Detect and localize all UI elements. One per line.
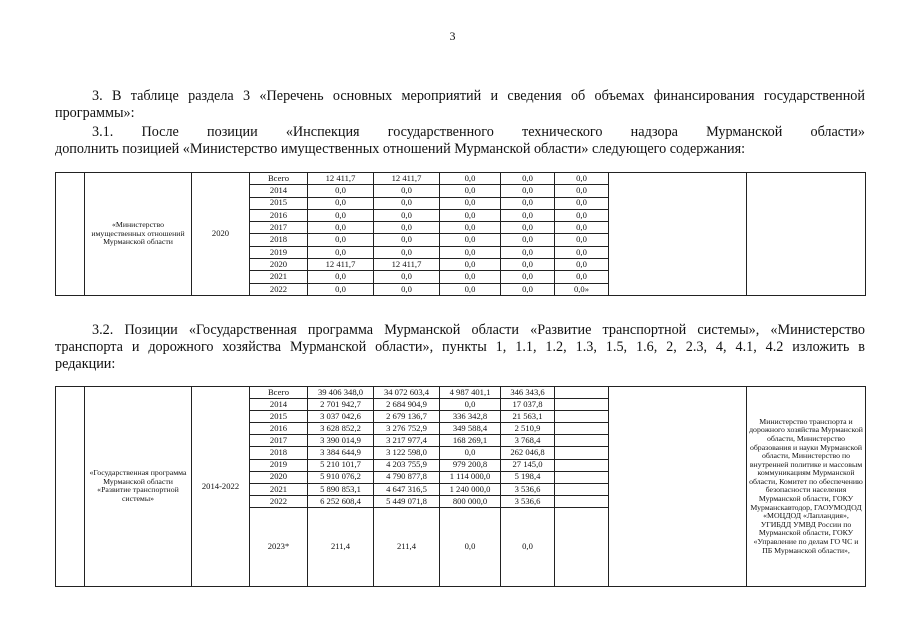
- cell-c3: 349 588,4: [440, 423, 501, 435]
- cell-c3: 336 342,8: [440, 411, 501, 423]
- result-cell: [609, 387, 747, 587]
- cell-year: 2014: [250, 399, 308, 411]
- cell-c2: 3 122 598,0: [374, 447, 440, 459]
- cell-c3: 0,0: [440, 222, 501, 234]
- cell-year: 2017: [250, 435, 308, 447]
- cell-c3: 0,0: [440, 185, 501, 197]
- cell-c4: 0,0: [501, 197, 555, 209]
- cell-empty: [555, 507, 609, 586]
- cell-c5: 0,0: [555, 197, 609, 209]
- cell-c1: 12 411,7: [308, 173, 374, 185]
- cell-c2: 4 203 755,9: [374, 459, 440, 471]
- cell-c4: 0,0: [501, 185, 555, 197]
- cell-year: 2018: [250, 447, 308, 459]
- cell-c2: 5 449 071,8: [374, 495, 440, 507]
- cell-empty: [555, 447, 609, 459]
- cell-year: 2022: [250, 495, 308, 507]
- cell-c3: 168 269,1: [440, 435, 501, 447]
- cell-c1: 3 384 644,9: [308, 447, 374, 459]
- cell-c3: 0,0: [440, 246, 501, 258]
- cell-c2: 0,0: [374, 246, 440, 258]
- item-name-cell: «Министерство имущественных отношений Мурманской области: [85, 173, 192, 296]
- cell-c1: 5 910 076,2: [308, 471, 374, 483]
- cell-c2: 0,0: [374, 185, 440, 197]
- cell-c2: 3 276 752,9: [374, 423, 440, 435]
- cell-year: 2017: [250, 222, 308, 234]
- cell-c3: 4 987 401,1: [440, 387, 501, 399]
- cell-c1: 3 037 042,6: [308, 411, 374, 423]
- cell-year: 2021: [250, 271, 308, 283]
- cell-year: 2023*: [250, 507, 308, 586]
- cell-c4: 2 510,9: [501, 423, 555, 435]
- cell-year: 2019: [250, 246, 308, 258]
- cell-c3: 0,0: [440, 197, 501, 209]
- cell-c2: 0,0: [374, 209, 440, 221]
- cell-c4: 21 563,1: [501, 411, 555, 423]
- cell-c2: 0,0: [374, 222, 440, 234]
- cell-c4: 0,0: [501, 507, 555, 586]
- cell-c3: 0,0: [440, 173, 501, 185]
- cell-year: 2018: [250, 234, 308, 246]
- paragraph-3-2-line1: 3.2. Позиции «Государственная программа Мурманской области «Развитие транспортной системы», «Министерство: [92, 322, 865, 338]
- cell-empty: [555, 399, 609, 411]
- cell-c4: 0,0: [501, 246, 555, 258]
- table1-body: [56, 173, 866, 296]
- cell-c2: 0,0: [374, 283, 440, 295]
- cell-c3: 0,0: [440, 447, 501, 459]
- cell-c4: 0,0: [501, 283, 555, 295]
- cell-c1: 0,0: [308, 209, 374, 221]
- cell-c3: 0,0: [440, 399, 501, 411]
- cell-c3: 1 240 000,0: [440, 483, 501, 495]
- cell-c4: 0,0: [501, 259, 555, 271]
- cell-c2: 0,0: [374, 271, 440, 283]
- cell-c1: 39 406 348,0: [308, 387, 374, 399]
- table-ministry-property: [55, 172, 866, 296]
- cell-c3: 0,0: [440, 507, 501, 586]
- cell-c1: 0,0: [308, 222, 374, 234]
- cell-c4: 0,0: [501, 222, 555, 234]
- cell-c1: 3 390 014,9: [308, 435, 374, 447]
- cell-year: Всего: [250, 173, 308, 185]
- item-name-cell: «Государственная программа Мурманской области «Развитие транспортной системы»: [85, 387, 192, 587]
- cell-year: 2015: [250, 411, 308, 423]
- cell-c2: 34 072 603,4: [374, 387, 440, 399]
- cell-c3: 0,0: [440, 283, 501, 295]
- cell-empty: [555, 411, 609, 423]
- cell-c5: 0,0: [555, 259, 609, 271]
- paragraph-3-2-line2: транспорта и дорожного хозяйства Мурманской области», пункты 1, 1.1, 1.2, 1.3, 1.5, 1.6, 2, 2.3, 4, 4.1, 4.2 изложить в: [55, 339, 865, 355]
- cell-c2: 0,0: [374, 234, 440, 246]
- cell-c2: 211,4: [374, 507, 440, 586]
- cell-c4: 17 037,8: [501, 399, 555, 411]
- cell-c1: 0,0: [308, 271, 374, 283]
- cell-c4: 3 536,6: [501, 483, 555, 495]
- cell-c4: 262 046,8: [501, 447, 555, 459]
- cell-year: 2020: [250, 259, 308, 271]
- cell-c3: 0,0: [440, 259, 501, 271]
- cell-c3: 800 000,0: [440, 495, 501, 507]
- item-number-cell: [56, 387, 85, 587]
- cell-c1: 211,4: [308, 507, 374, 586]
- paragraph-3-2-line3: редакции:: [55, 356, 116, 372]
- cell-c2: 4 647 316,5: [374, 483, 440, 495]
- paragraph-3-line2: программы»:: [55, 105, 135, 121]
- table2-body: [56, 387, 866, 587]
- cell-c4: 0,0: [501, 271, 555, 283]
- cell-empty: [555, 423, 609, 435]
- cell-c4: 0,0: [501, 173, 555, 185]
- cell-year: 2015: [250, 197, 308, 209]
- cell-c5: 0,0: [555, 173, 609, 185]
- cell-c2: 12 411,7: [374, 259, 440, 271]
- cell-c4: 0,0: [501, 209, 555, 221]
- page-number: 3: [449, 29, 456, 43]
- cell-c1: 0,0: [308, 234, 374, 246]
- cell-c5: 0,0: [555, 271, 609, 283]
- table-state-program: [55, 386, 866, 587]
- cell-c2: 2 679 136,7: [374, 411, 440, 423]
- paragraph-3-line1: 3. В таблице раздела 3 «Перечень основных мероприятий и сведения об объемах финансирования государственной: [92, 88, 865, 104]
- cell-c2: 4 790 877,8: [374, 471, 440, 483]
- cell-c3: 0,0: [440, 271, 501, 283]
- cell-c4: 3 768,4: [501, 435, 555, 447]
- cell-year: 2016: [250, 423, 308, 435]
- cell-c3: 0,0: [440, 209, 501, 221]
- cell-c1: 0,0: [308, 185, 374, 197]
- cell-c1: 3 628 852,2: [308, 423, 374, 435]
- cell-c1: 0,0: [308, 197, 374, 209]
- cell-c1: 0,0: [308, 283, 374, 295]
- cell-c2: 12 411,7: [374, 173, 440, 185]
- cell-year: 2022: [250, 283, 308, 295]
- cell-c2: 2 684 904,9: [374, 399, 440, 411]
- cell-year: Всего: [250, 387, 308, 399]
- cell-empty: [555, 459, 609, 471]
- cell-c1: 5 210 101,7: [308, 459, 374, 471]
- cell-c5: 0,0: [555, 209, 609, 221]
- cell-year: 2014: [250, 185, 308, 197]
- result-cell: [609, 173, 747, 296]
- cell-c1: 12 411,7: [308, 259, 374, 271]
- cell-year: 2020: [250, 471, 308, 483]
- item-number-cell: [56, 173, 85, 296]
- cell-c3: 979 200,8: [440, 459, 501, 471]
- cell-c4: 3 536,6: [501, 495, 555, 507]
- cell-c2: 3 217 977,4: [374, 435, 440, 447]
- paragraph-3-1-line2: дополнить позицией «Министерство имущественных отношений Мурманской области» следующего содержания:: [55, 141, 746, 157]
- cell-c1: 2 701 942,7: [308, 399, 374, 411]
- cell-c1: 6 252 608,4: [308, 495, 374, 507]
- cell-year: 2019: [250, 459, 308, 471]
- cell-c3: 0,0: [440, 234, 501, 246]
- cell-c4: 346 343,6: [501, 387, 555, 399]
- cell-c4: 27 145,0: [501, 459, 555, 471]
- cell-c2: 0,0: [374, 197, 440, 209]
- executor-cell: [747, 173, 866, 296]
- item-period-cell: 2014-2022: [192, 387, 250, 587]
- cell-year: 2016: [250, 209, 308, 221]
- table-row: [56, 173, 866, 185]
- cell-c5: 0,0: [555, 222, 609, 234]
- cell-c3: 1 114 000,0: [440, 471, 501, 483]
- cell-year: 2021: [250, 483, 308, 495]
- item-period-cell: 2020: [192, 173, 250, 296]
- cell-c5: 0,0: [555, 246, 609, 258]
- cell-empty: [555, 387, 609, 399]
- executor-cell: Министерство транспорта и дорожного хозяйства Мурманской области, Министерство образования и науки Мурманской области, Министерство по внутренней политике и массовым коммуникациям Мурманской области, Комитет по обеспечению безопасности населения Мурманской области, ГОКУ Мурманскавтодор, ГАОУМОДОД «МОЦДОД «Лапландия», УГИБДД УМВД России по Мурманской области, ГОКУ «Управление по делам ГО ЧС и ПБ Мурманской области»,: [747, 387, 866, 587]
- cell-empty: [555, 495, 609, 507]
- cell-c5: 0,0»: [555, 283, 609, 295]
- table-row: [56, 387, 866, 399]
- paragraph-3-1-line1: 3.1. После позиции «Инспекция государственного технического надзора Мурманской области»: [92, 124, 865, 140]
- cell-c5: 0,0: [555, 234, 609, 246]
- cell-empty: [555, 435, 609, 447]
- cell-c4: 5 198,4: [501, 471, 555, 483]
- cell-c5: 0,0: [555, 185, 609, 197]
- cell-c1: 5 890 853,1: [308, 483, 374, 495]
- cell-empty: [555, 471, 609, 483]
- cell-c4: 0,0: [501, 234, 555, 246]
- cell-empty: [555, 483, 609, 495]
- cell-c1: 0,0: [308, 246, 374, 258]
